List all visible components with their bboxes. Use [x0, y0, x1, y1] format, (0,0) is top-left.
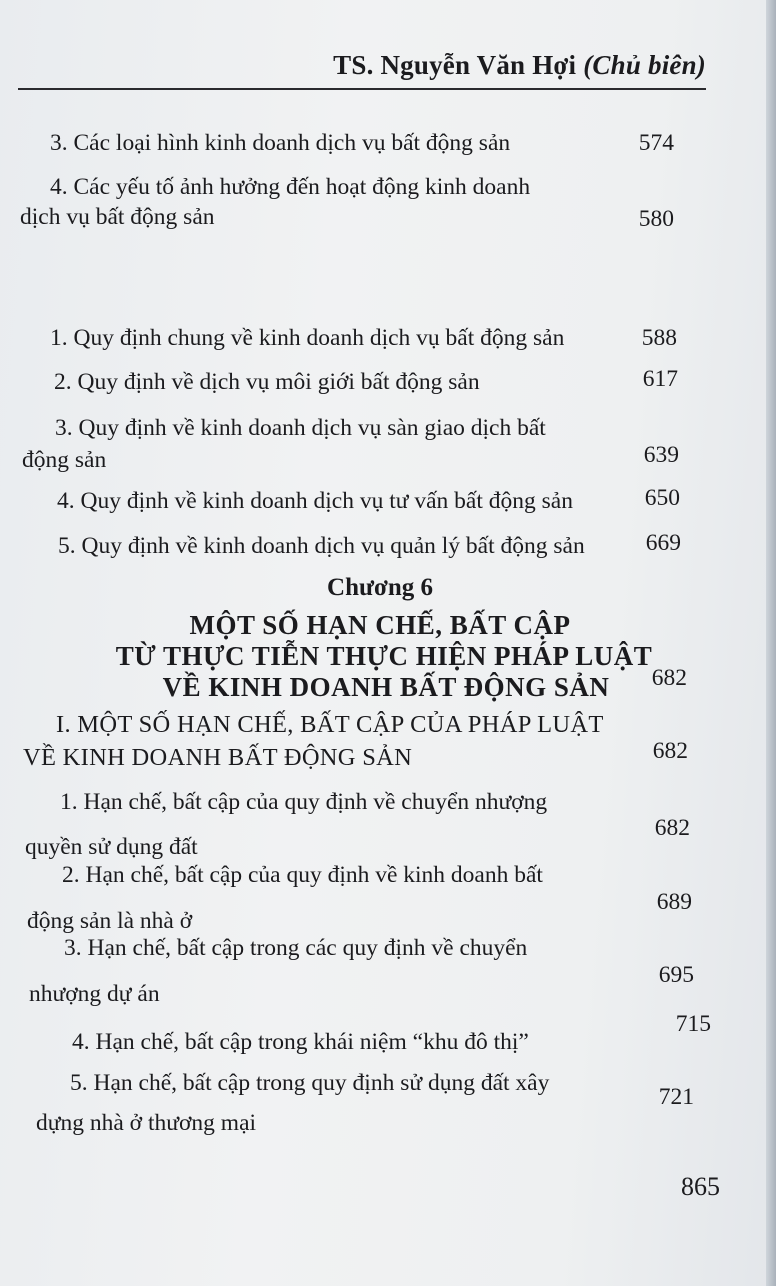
chapter-title-line-1: MỘT SỐ HẠN CHẾ, BẤT CẬP	[189, 610, 571, 640]
toc-entry-page: 580	[638, 206, 674, 232]
toc-entry-title: 4. Quy định về kinh doanh dịch vụ tư vấn bất động sản	[57, 488, 573, 514]
toc-entry-title-cont: động sản là nhà ở	[27, 908, 193, 934]
toc-entry-title: 5. Hạn chế, bất cập trong quy định sử dụng đất xây	[70, 1070, 550, 1096]
toc-entry-page: 715	[675, 1011, 711, 1037]
toc-entry-page: 650	[644, 485, 680, 511]
toc-entry-page: 682	[654, 815, 690, 841]
toc-entry-title: 3. Hạn chế, bất cập trong các quy định về chuyển	[64, 935, 528, 961]
chapter-title-line-3: VỀ KINH DOANH BẤT ĐỘNG SẢN	[162, 672, 610, 702]
toc-entry-title: 3. Các loại hình kinh doanh dịch vụ bất động sản	[50, 130, 511, 156]
toc-entry-title: 2. Hạn chế, bất cập của quy định về kinh doanh bất	[62, 862, 543, 888]
header-role: (Chủ biên)	[583, 50, 706, 80]
toc-entry-page: 721	[658, 1084, 694, 1110]
toc-entry-title: 4. Các yếu tố ảnh hưởng đến hoạt động kinh doanh	[50, 174, 531, 200]
chapter-page: 682	[651, 665, 687, 691]
toc-section-title-cont: VỀ KINH DOANH BẤT ĐỘNG SẢN	[23, 744, 413, 771]
toc-entry-title: 2. Quy định về dịch vụ môi giới bất động sản	[54, 369, 480, 395]
toc-entry-title-cont: động sản	[22, 447, 107, 473]
toc-entry-title: 5. Quy định về kinh doanh dịch vụ quản lý bất động sản	[58, 533, 585, 559]
toc-entry-title-cont: dựng nhà ở thương mại	[36, 1110, 257, 1136]
toc-entry-page: 695	[658, 962, 694, 988]
toc-entry-title: 1. Hạn chế, bất cập của quy định về chuyển nhượng	[60, 789, 548, 815]
toc-entry-title: 4. Hạn chế, bất cập trong khái niệm “khu đô thị”	[72, 1029, 529, 1055]
toc-entry-title-cont: nhượng dự án	[29, 981, 160, 1007]
toc-entry-page: 617	[642, 366, 678, 392]
toc-entry-page: 669	[645, 530, 681, 556]
toc-entry-title-cont: dịch vụ bất động sản	[20, 204, 215, 230]
toc-entry-title: 3. Quy định về kinh doanh dịch vụ sàn giao dịch bất	[55, 415, 546, 441]
toc-entry-page: 639	[643, 442, 679, 468]
chapter-label: Chương 6	[327, 574, 433, 601]
toc-entry-title-cont: quyền sử dụng đất	[25, 834, 198, 860]
toc-entry-title: 1. Quy định chung về kinh doanh dịch vụ bất động sản	[50, 325, 565, 351]
toc-entry-page: 588	[641, 325, 677, 351]
header-author: TS. Nguyễn Văn Hợi	[333, 50, 577, 80]
toc-entry-page: 574	[638, 130, 674, 156]
chapter-title-line-2: TỪ THỰC TIỄN THỰC HIỆN PHÁP LUẬT	[115, 641, 653, 671]
toc-section-title: I. MỘT SỐ HẠN CHẾ, BẤT CẬP CỦA PHÁP LUẬT	[56, 711, 604, 738]
toc-section-page: 682	[652, 738, 688, 764]
page-number: 865	[681, 1172, 720, 1201]
toc-entry-page: 689	[656, 889, 692, 915]
